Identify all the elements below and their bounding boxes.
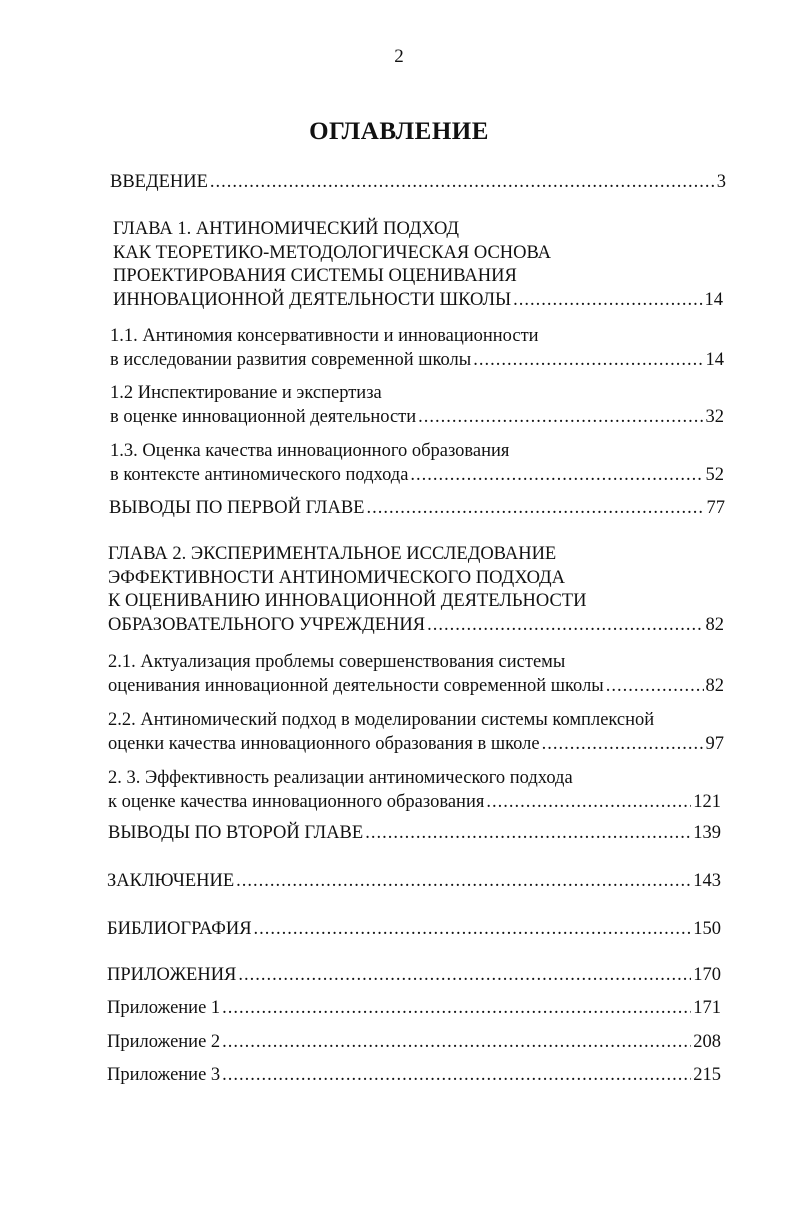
toc-entry-chapter-1 bbox=[113, 218, 723, 312]
toc-entry-title: в исследовании развития современной школы bbox=[110, 349, 472, 370]
toc-entry-section-1-3 bbox=[110, 440, 724, 487]
toc-entry-page: 32 bbox=[705, 406, 724, 427]
toc-entry-appendix-2 bbox=[107, 1031, 721, 1055]
toc-entry-appendix-3 bbox=[107, 1064, 721, 1088]
toc-entry-title: к оценке качества инновационного образования bbox=[108, 791, 485, 812]
toc-entry-page: 97 bbox=[705, 733, 724, 754]
toc-entry-section-2-3 bbox=[108, 767, 721, 814]
toc-entry-title: 2.1. Актуализация проблемы совершенствования системы bbox=[108, 652, 566, 672]
toc-entry-page: 52 bbox=[705, 464, 724, 485]
toc-entry-title: оценивания инновационной деятельности современной школы bbox=[108, 675, 604, 696]
toc-entry-page: 215 bbox=[693, 1065, 721, 1085]
toc-entry-title: ВЫВОДЫ ПО ВТОРОЙ ГЛАВЕ bbox=[108, 823, 364, 843]
toc-entry-page: 14 bbox=[704, 289, 723, 310]
toc-entry-title: ГЛАВА 2. ЭКСПЕРИМЕНТАЛЬНОЕ ИССЛЕДОВАНИЕ bbox=[108, 544, 557, 564]
toc-entry-page: 14 bbox=[705, 349, 724, 370]
toc-entry-title: Приложение 1 bbox=[107, 998, 221, 1018]
toc-entry-title: БИБЛИОГРАФИЯ bbox=[107, 919, 252, 939]
toc-entry-title: 1.2 Инспектирование и экспертиза bbox=[110, 383, 382, 403]
toc-entry-page: 208 bbox=[693, 1032, 721, 1052]
toc-entry-title: Приложение 2 bbox=[107, 1032, 221, 1052]
toc-entry-bibliography bbox=[107, 918, 721, 942]
toc-entry-conclusions-chapter-1 bbox=[109, 497, 725, 521]
toc-entry-title: в контексте антиномического подхода bbox=[110, 464, 409, 485]
toc-entry-title: ГЛАВА 1. АНТИНОМИЧЕСКИЙ ПОДХОД bbox=[113, 219, 460, 239]
toc-entry-page: 139 bbox=[693, 823, 721, 843]
page-number: 2 bbox=[394, 46, 404, 67]
toc-entry-title: 2. 3. Эффективность реализации антиномического подхода bbox=[108, 768, 573, 788]
toc-entry-title: оценки качества инновационного образования в школе bbox=[108, 733, 540, 754]
toc-entry-title: 1.1. Антиномия консервативности и инновационности bbox=[110, 326, 539, 346]
toc-entry-title: ЭФФЕКТИВНОСТИ АНТИНОМИЧЕСКОГО ПОДХОДА bbox=[108, 567, 566, 588]
toc-entry-title: ПРОЕКТИРОВАНИЯ СИСТЕМЫ ОЦЕНИВАНИЯ bbox=[113, 266, 517, 286]
toc-entry-appendix-1 bbox=[107, 997, 721, 1021]
toc-entry-conclusion bbox=[107, 870, 721, 894]
toc-entry-page: 121 bbox=[693, 791, 721, 812]
toc-entry-page: 150 bbox=[693, 919, 721, 939]
toc-entry-appendices bbox=[107, 964, 721, 988]
toc-entry-title: ИННОВАЦИОННОЙ ДЕЯТЕЛЬНОСТИ ШКОЛЫ bbox=[113, 289, 512, 310]
toc-entry-title: 2.2. Антиномический подход в моделировании системы комплексной bbox=[108, 710, 655, 730]
toc-entry-page: 171 bbox=[693, 998, 721, 1018]
toc-entry-title: 1.3. Оценка качества инновационного образования bbox=[110, 441, 510, 461]
toc-entry-section-1-2 bbox=[110, 382, 724, 429]
toc-entry-page: 170 bbox=[693, 965, 721, 985]
toc-entry-page: 82 bbox=[705, 675, 724, 696]
toc-entry-chapter-2 bbox=[108, 543, 724, 637]
toc-entry-title: К ОЦЕНИВАНИЮ ИННОВАЦИОННОЙ ДЕЯТЕЛЬНОСТИ bbox=[108, 591, 587, 611]
toc-entry-title: в оценке инновационной деятельности bbox=[110, 406, 417, 427]
toc-entry-title: ЗАКЛЮЧЕНИЕ bbox=[107, 871, 235, 891]
toc-entry-title: ОБРАЗОВАТЕЛЬНОГО УЧРЕЖДЕНИЯ bbox=[108, 614, 426, 635]
toc-entry-section-2-2 bbox=[108, 709, 724, 756]
toc-entry-page: 3 bbox=[716, 172, 726, 192]
toc-entry-section-1-1 bbox=[110, 325, 724, 372]
toc-entry-page: 77 bbox=[706, 498, 725, 518]
toc-entry-title: Приложение 3 bbox=[107, 1065, 221, 1085]
toc-entry-conclusions-chapter-2 bbox=[108, 822, 721, 846]
toc-entry-title: ПРИЛОЖЕНИЯ bbox=[107, 965, 237, 985]
toc-entry-section-2-1 bbox=[108, 651, 724, 698]
toc-entry-title: КАК ТЕОРЕТИКО-МЕТОДОЛОГИЧЕСКАЯ ОСНОВА bbox=[113, 242, 552, 263]
toc-entry-page: 82 bbox=[705, 614, 724, 635]
toc-entry-page: 143 bbox=[693, 871, 721, 891]
toc-entry-title: ВЫВОДЫ ПО ПЕРВОЙ ГЛАВЕ bbox=[109, 498, 365, 518]
toc-entry-intro bbox=[110, 171, 726, 195]
page-title: ОГЛАВЛЕНИЕ bbox=[309, 118, 489, 145]
toc-entry-title: ВВЕДЕНИЕ bbox=[110, 172, 208, 192]
